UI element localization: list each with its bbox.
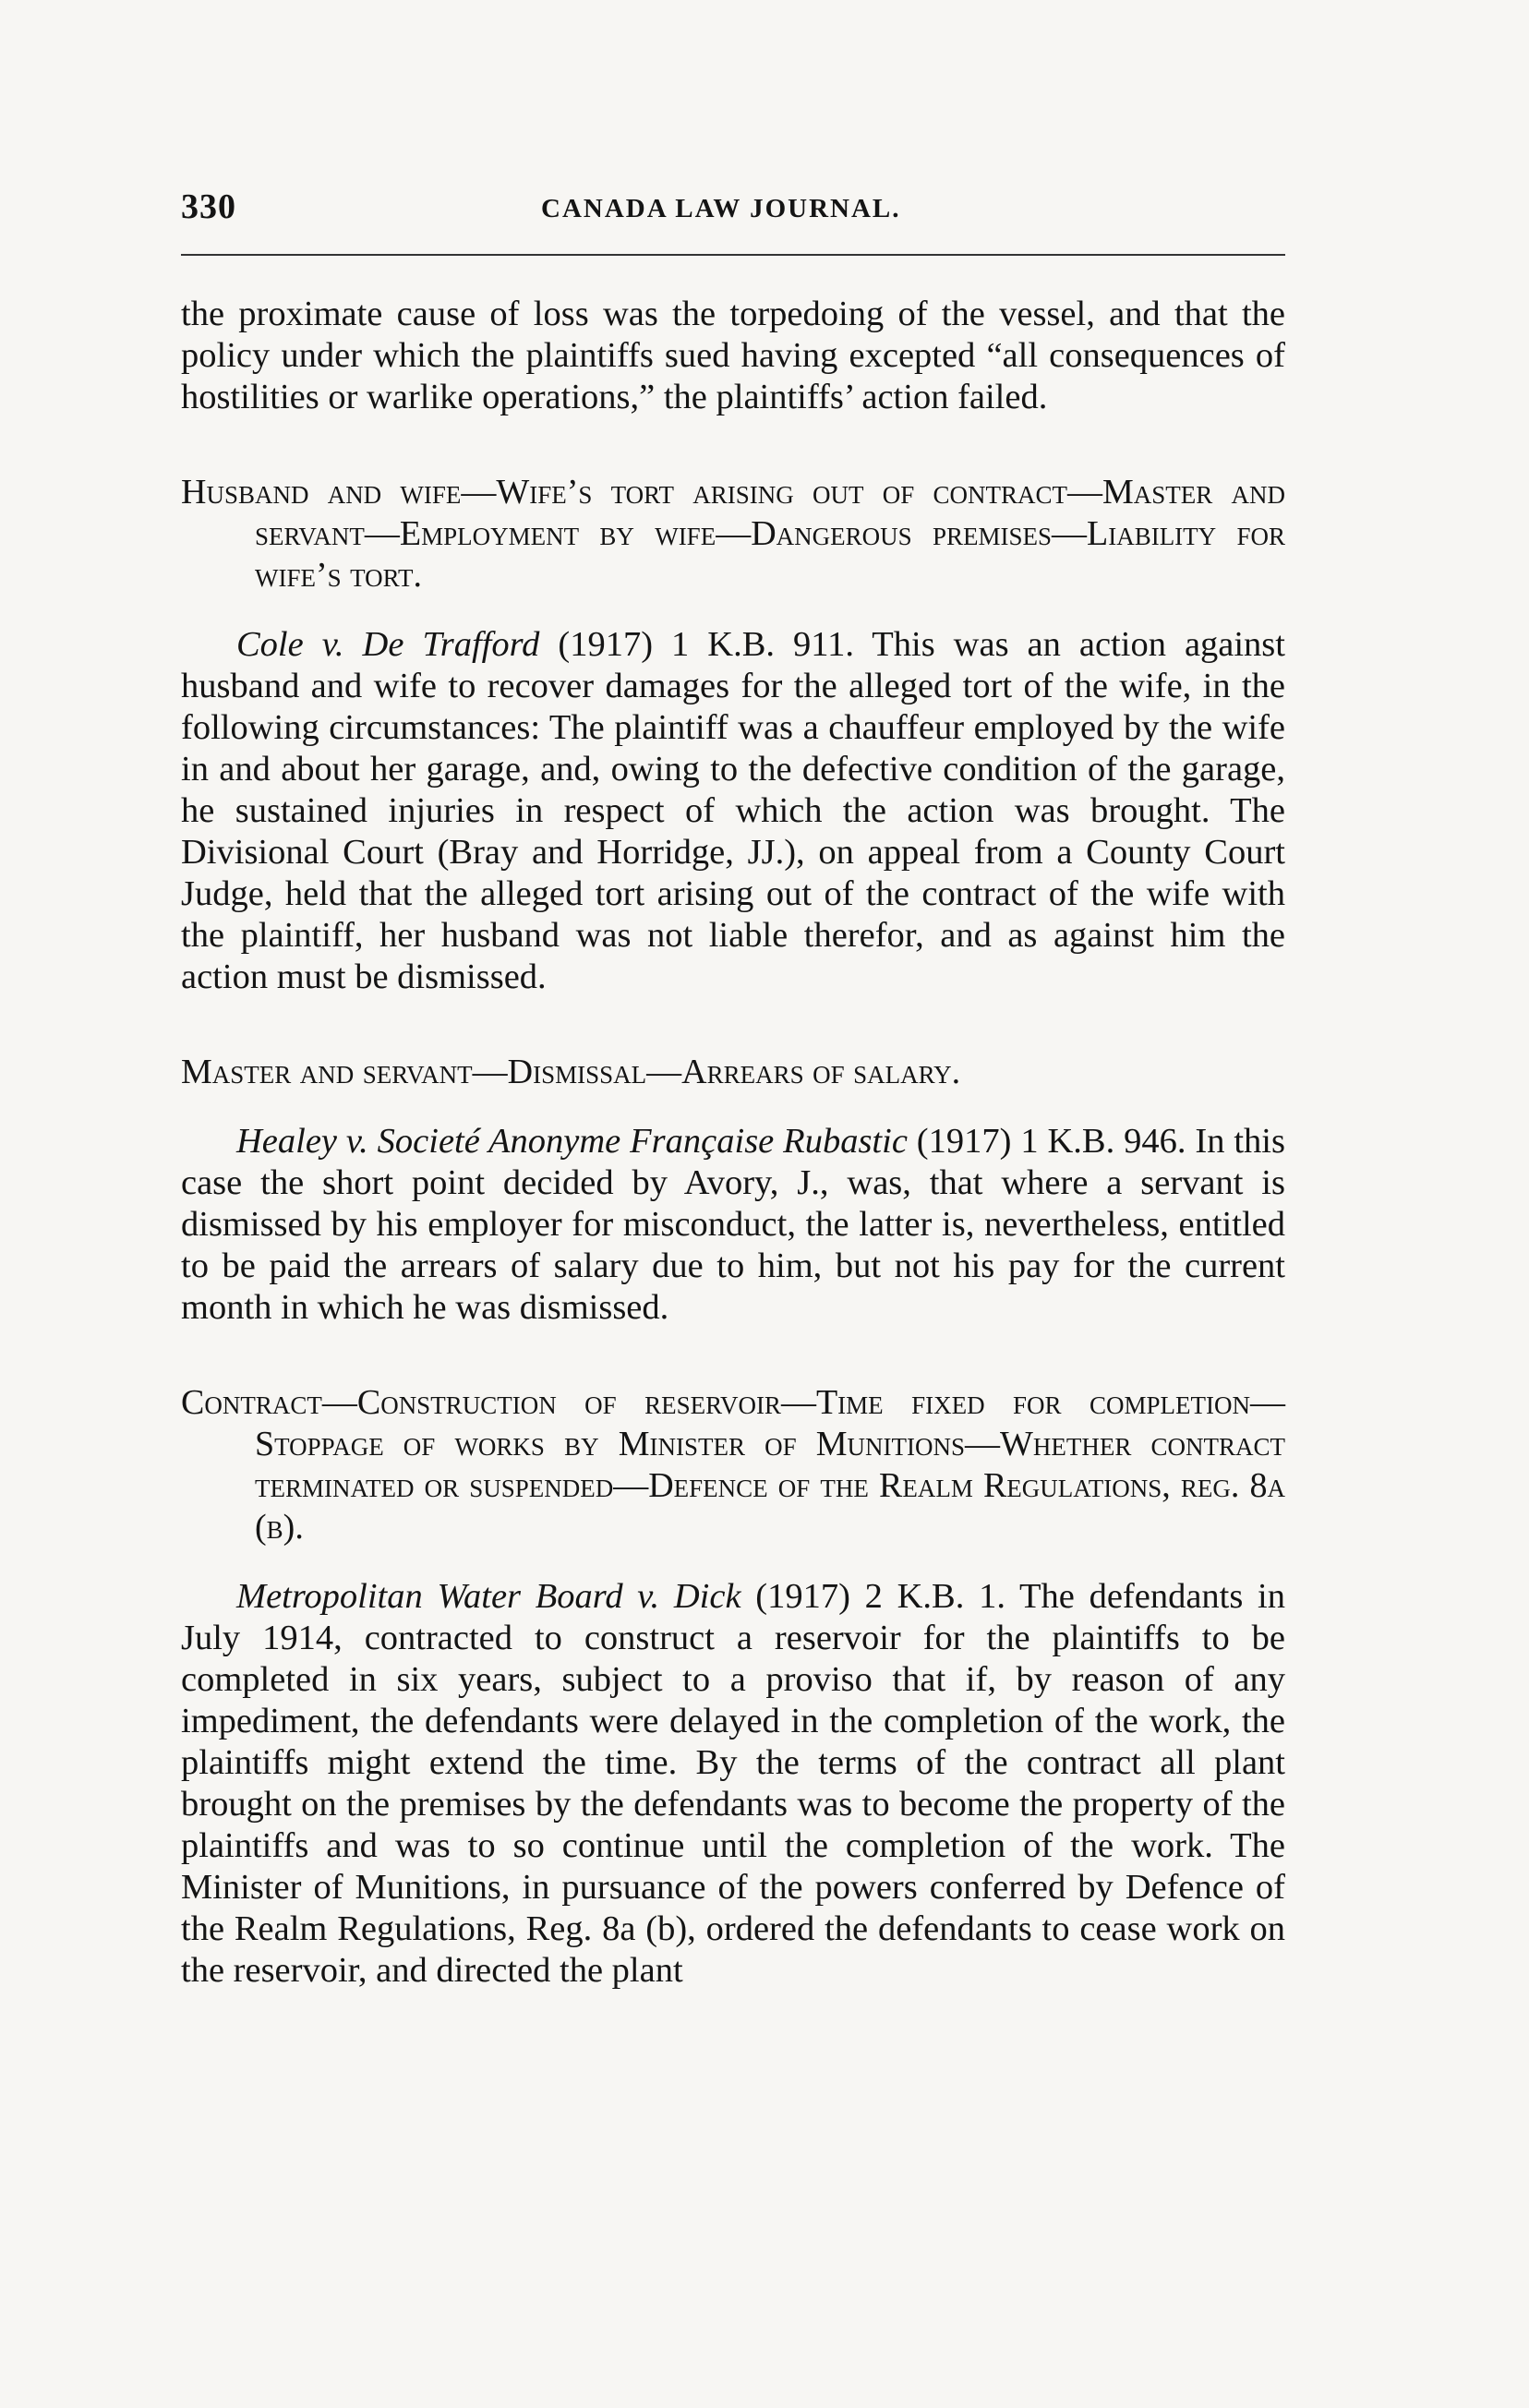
case-paragraph-cole <box>181 624 1285 998</box>
page-body <box>181 294 1285 1992</box>
case-name-healey: Healey v. Societé Anonyme Française Rubastic <box>236 1122 908 1161</box>
case-body-cole: (1917) 1 K.B. 911. This was an action against husband and wife to recover damages for the alleged tort of the wife, in the following circumstances: The plaintiff was a chauffeur employed by the wife in and about her garage, and, owing to the defective condition of the garage, he sustained injuries in respect of which the action was brought. The Divisional Court (Bray and Horridge, JJ.), on appeal from a County Court Judge, held that the alleged tort arising out of the contract of the wife with the plaintiff, her husband was not liable therefor, and as against him the action must be dismissed. <box>181 625 1285 996</box>
section-heading-master-servant: Master and servant—Dismissal—Arrears of salary. <box>181 1053 961 1091</box>
case-body-healey: (1917) 1 K.B. 946. In this case the short point decided by Avory, J., was, that where a servant is dismissed by his employer for misconduct, the latter is, nevertheless, entitled to be paid the arrears of salary due to him, but not his pay for the current month in which he was dismissed. <box>181 1122 1285 1327</box>
case-paragraph-metropolitan <box>181 1576 1285 1992</box>
running-title: CANADA LAW JOURNAL. <box>541 194 901 223</box>
case-name-metropolitan: Metropolitan Water Board v. Dick <box>236 1577 741 1616</box>
case-name-cole: Cole v. De Trafford <box>236 625 540 664</box>
case-body-metropolitan: (1917) 2 K.B. 1. The defendants in July 1914, contracted to construct a reservoir for the plaintiffs to be completed in six years, subject to a proviso that if, by reason of any impediment, the defendants were delayed in the completion of the work, the plaintiffs might extend the time. By the terms of the contract all plant brought on the premises by the defendants was to become the property of the plaintiffs and was to so continue until the completion of the work. The Minister of Munitions, in pursuance of the powers conferred by Defence of the Realm Regulations, Reg. 8a (b), ordered the defendants to cease work on the reservoir, and directed the plant <box>181 1577 1286 1990</box>
page-number: 330 <box>181 187 236 226</box>
page-header <box>181 181 1285 236</box>
continuation-paragraph: the proximate cause of loss was the torpedoing of the vessel, and that the policy under which the plaintiffs sued having excepted “all consequences of hostilities or warlike operations,” the plaintiffs’ action failed. <box>181 295 1285 416</box>
section-heading-contract: Contract—Construction of reservoir—Time fixed for completion—Stoppage of works by Minister of Munitions—Whether contract terminated or suspended—Defence of the Realm Regulations, reg. 8a (b). <box>181 1383 1285 1547</box>
section-heading-husband-wife: Husband and wife—Wife’s tort arising out of contract—Master and servant—Employment by wife—Dangerous premises—Liability for wife’s tort. <box>181 473 1285 595</box>
case-paragraph-healey <box>181 1121 1285 1329</box>
header-rule <box>181 254 1285 256</box>
